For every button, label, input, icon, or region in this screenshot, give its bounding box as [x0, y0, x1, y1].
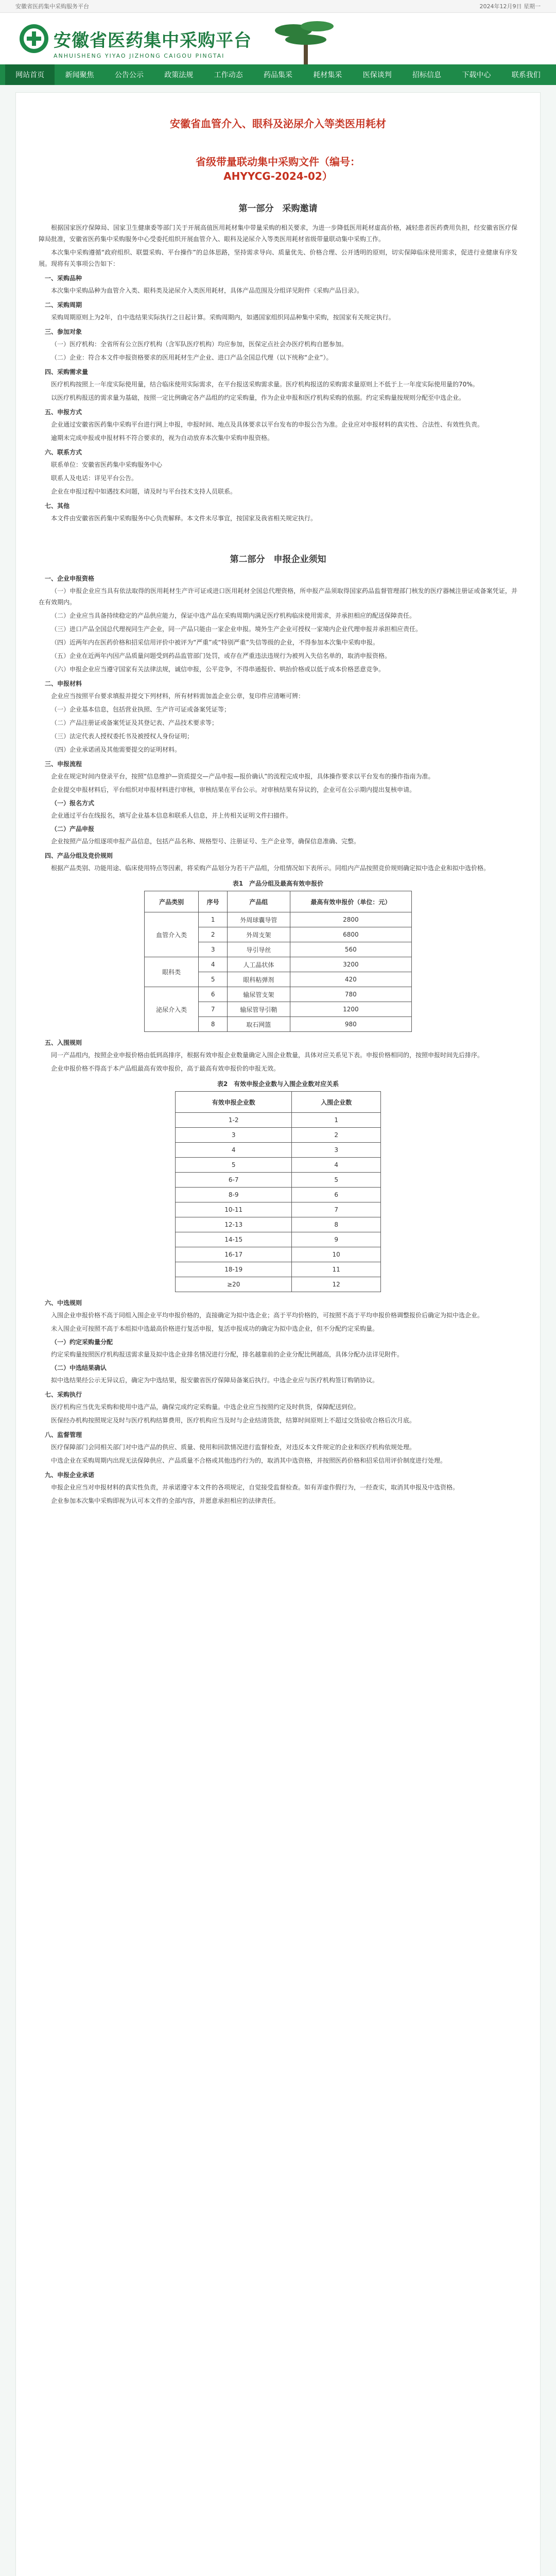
doc-number: AHYYCG-2024-02）: [223, 170, 333, 182]
paragraph: 根据产品类别、功能用途、临床使用特点等因素，将采购产品划分为若干产品组，分组情况如下表所示。同组内产品按照竞价规则确定拟中选企业和拟中选价格。: [51, 865, 490, 872]
part-1-body: [39, 222, 517, 524]
paragraph: 中选企业在采购周期内出现无法保障供应、产品质量不合格或其他违约行为的，取消其中选资格，并按照医药价格和招采信用评价制度进行处理。: [51, 1457, 447, 1464]
table-cell: 7: [199, 1002, 228, 1017]
table-header-cell: 序号: [199, 891, 228, 912]
product-group-table: [144, 891, 412, 1032]
paragraph: 企业应当按照平台要求填报并提交下列材料，所有材料需加盖企业公章，复印件应清晰可辨：: [51, 692, 305, 700]
section-heading: 四、采购需求量: [45, 368, 89, 376]
part-2-body: [39, 573, 517, 874]
section-heading: （二）产品申报: [51, 825, 95, 833]
paragraph: 医疗保障部门会同相关部门对中选产品的供应、质量、使用和回款情况进行监督检查，对违反本文件规定的企业和医疗机构依规处理。: [51, 1444, 416, 1451]
paragraph: 以医疗机构报送的需求量为基础，按照一定比例确定各产品组的约定采购量，作为企业申报和医疗机构采购的依据。约定采购量按规则分配至中选企业。: [51, 394, 465, 401]
table-header-cell: 最高有效申报价（单位：元）: [290, 891, 411, 912]
paragraph: 本次集中采购品种为血管介入类、眼科类及泌尿介入类医用耗材，具体产品范围及分组详见附件《采购产品目录》。: [51, 287, 363, 294]
table-cell: 980: [290, 1017, 411, 1032]
brand-name[interactable]: 安徽省医药集中采购平台: [54, 30, 252, 51]
top-bar-site-name: 安徽省医药集中采购服务平台: [15, 3, 89, 10]
nav-item-negotiation[interactable]: 医保谈判: [362, 71, 392, 79]
table-cell: 4: [199, 957, 228, 972]
part-2-body-b: [39, 1037, 517, 1074]
paragraph: 根据国家医疗保障局、国家卫生健康委等部门关于开展高值医用耗材集中带量采购的相关要求，为进一步降低医用耗材虚高价格，减轻患者医药费用负担，经安徽省医疗保障局批准，安徽省医药集中采购服务中心受委托组织开展血管介入、眼科及泌尿介入等类医用耗材省级带量联动集中采购工作。: [39, 224, 517, 243]
table-cell: 人工晶状体: [228, 957, 290, 972]
paragraph: 医疗机构按照上一年度实际使用量，结合临床使用实际需求，在平台报送采购需求量。医疗机构报送的采购需求量原则上不低于上一年度实际使用量的70%。: [51, 381, 479, 388]
table-cell: 取石网篮: [228, 1017, 290, 1032]
table-cell: 2: [292, 1128, 381, 1143]
table-cell: 5: [176, 1158, 292, 1173]
section-heading: （一）约定采购量分配: [51, 1338, 113, 1346]
paragraph: 拟中选结果经公示无异议后，确定为中选结果，报安徽省医疗保障局备案后执行。中选企业应与医疗机构签订购销协议。: [51, 1377, 379, 1384]
table-cell: 2800: [290, 912, 411, 927]
paragraph: （一）医疗机构：全省所有公立医疗机构（含军队医疗机构）均应参加，医保定点社会办医疗机构自愿参加。: [51, 341, 348, 348]
section-heading: 五、申报方式: [45, 409, 82, 416]
paragraph: 本次集中采购遵循“政府组织、联盟采购、平台操作”的总体思路，坚持需求导向、质量优先、价格合理、公开透明的原则，切实保障临床使用需求，促进行业健康有序发展。现将有关事项公告如下：: [39, 249, 517, 267]
table-cell: 420: [290, 972, 411, 987]
table-cell: 12-13: [176, 1217, 292, 1232]
table-row: [176, 1158, 381, 1173]
paragraph: 企业在规定时间内登录平台，按照“信息维护—资质提交—产品申报—报价确认”的流程完成申报，具体操作要求以平台发布的操作指南为准。: [51, 773, 435, 780]
paragraph: （三）法定代表人授权委托书及被授权人身份证明；: [51, 733, 194, 740]
nav-item-notices[interactable]: 公告公示: [114, 71, 144, 79]
table-cell: 6: [199, 987, 228, 1002]
paragraph: 同一产品组内，按照企业申报价格由低到高排序，根据有效申报企业数量确定入围企业数量，具体对应关系见下表。申报价格相同的，按照申报时间先后排序。: [51, 1052, 484, 1059]
paragraph: 约定采购量按照医疗机构报送需求量及拟中选企业排名情况进行分配，排名越靠前的企业分配比例越高，具体分配办法详见附件。: [51, 1351, 404, 1358]
table-row: [176, 1113, 381, 1128]
table-cell: 8: [292, 1217, 381, 1232]
paragraph: 申报企业应当对申报材料的真实性负责，并承诺遵守本文件的各项规定，自觉接受监督检查。如有弄虚作假行为，一经查实，取消其申报及中选资格。: [51, 1484, 459, 1491]
table-1-caption: 表1 产品分组及最高有效申报价: [232, 880, 324, 887]
paragraph: 采购周期原则上为2年，自中选结果实际执行之日起计算。采购周期内，如遇国家组织同品种集中采购，按国家有关规定执行。: [51, 314, 395, 321]
table-row: [176, 1188, 381, 1202]
top-bar-date: 2024年12月9日 星期一: [479, 3, 541, 10]
table-cell: 血管介入类: [145, 912, 199, 957]
table-row: [145, 987, 412, 1002]
nav-item-contact[interactable]: 联系我们: [511, 71, 541, 79]
paragraph: 未入围企业可按照不高于本组拟中选最高价格进行复活申报，复活申报成功的确定为拟中选企业，但不分配约定采购量。: [51, 1325, 379, 1332]
table-cell: 泌尿介入类: [145, 987, 199, 1032]
table-cell: 8: [199, 1017, 228, 1032]
table-cell: 导引导丝: [228, 942, 290, 957]
table-header-cell: 产品组: [228, 891, 290, 912]
table-cell: ≥20: [176, 1277, 292, 1292]
section-heading: 七、采购执行: [45, 1391, 82, 1398]
table-cell: 18-19: [176, 1262, 292, 1277]
table-cell: 560: [290, 942, 411, 957]
paragraph: （六）申报企业应当遵守国家有关法律法规，诚信申报，公平竞争，不得串通报价、哄抬价格或以低于成本价格恶意竞争。: [51, 666, 385, 673]
paragraph: （二）企业应当具备持续稳定的产品供应能力，保证中选产品在采购周期内满足医疗机构临床使用需求，并承担相应的配送保障责任。: [51, 612, 416, 619]
table-row: [176, 1277, 381, 1292]
section-heading: 一、企业申报资格: [45, 575, 95, 582]
table-cell: 3: [292, 1143, 381, 1158]
table-row: [145, 957, 412, 972]
section-heading: 五、入围规则: [45, 1039, 82, 1046]
table-cell: 14-15: [176, 1232, 292, 1247]
table-header-cell: 产品类别: [145, 891, 199, 912]
table-cell: 7: [292, 1202, 381, 1217]
table-cell: 780: [290, 987, 411, 1002]
section-heading: 九、申报企业承诺: [45, 1471, 95, 1479]
table-row: [176, 1217, 381, 1232]
table-cell: 1: [292, 1113, 381, 1128]
table-cell: 输尿管导引鞘: [228, 1002, 290, 1017]
paragraph: 逾期未完成申报或申报材料不符合要求的，视为自动放弃本次集中采购申报资格。: [51, 434, 274, 442]
nav-item-tender[interactable]: 招标信息: [412, 71, 442, 79]
nav-item-consumables[interactable]: 耗材集采: [313, 71, 342, 79]
table-cell: 1200: [290, 1002, 411, 1017]
table-row: [176, 1143, 381, 1158]
table-cell: 11: [292, 1262, 381, 1277]
table-row: [176, 1173, 381, 1188]
table-header-cell: 入围企业数: [292, 1092, 381, 1113]
section-heading: 一、采购品种: [45, 275, 82, 282]
paragraph: 医保经办机构按照规定及时与医疗机构结算费用，医疗机构应当及时与企业结清货款，结算时间原则上不超过交货验收合格后次月底。: [51, 1417, 416, 1424]
section-heading: 七、其他: [45, 502, 70, 510]
main-nav: [0, 64, 556, 85]
table-header-cell: 有效申报企业数: [176, 1092, 292, 1113]
table-cell: 1: [199, 912, 228, 927]
table-row: [176, 1232, 381, 1247]
site-logo-icon[interactable]: [19, 23, 49, 54]
section-heading: （二）中选结果确认: [51, 1364, 107, 1371]
table-row: [145, 912, 412, 927]
paragraph: （一）申报企业应当具有依法取得的医用耗材生产许可证或进口医用耗材全国总代理资格，所申报产品须取得国家药品监督管理部门核发的医疗器械注册证或备案凭证，并在有效期内。: [39, 587, 517, 606]
part-2-body-c: [39, 1297, 517, 1506]
nav-item-drug-procurement[interactable]: 药品集采: [263, 71, 292, 79]
enterprise-count-table: [175, 1091, 381, 1292]
table-cell: 10: [292, 1247, 381, 1262]
table-cell: 3200: [290, 957, 411, 972]
table-cell: 3: [176, 1128, 292, 1143]
nav-item-work[interactable]: 工作动态: [214, 71, 243, 79]
paragraph: 本文件由安徽省医药集中采购服务中心负责解释。本文件未尽事宜，按国家及我省相关规定执行。: [51, 515, 317, 522]
part-2-title: 第二部分 申报企业须知: [230, 554, 326, 565]
section-heading: 三、参加对象: [45, 328, 82, 335]
paragraph: 企业参加本次集中采购即视为认可本文件的全部内容，并愿意承担相应的法律责任。: [51, 1497, 280, 1504]
nav-item-policies[interactable]: 政策法规: [164, 71, 194, 79]
nav-item-downloads[interactable]: 下载中心: [462, 71, 491, 79]
section-heading: 六、联系方式: [45, 449, 82, 456]
table-cell: 4: [176, 1143, 292, 1158]
table-cell: 12: [292, 1277, 381, 1292]
doc-title-line-2: 省级带量联动集中采购文件（编号：: [196, 156, 360, 168]
table-cell: 眼科粘弹剂: [228, 972, 290, 987]
table-cell: 外周支架: [228, 927, 290, 942]
paragraph: （二）企业：符合本文件申报资格要求的医用耗材生产企业、进口产品全国总代理（以下统称“企业”）。: [51, 354, 333, 361]
section-heading: 六、中选规则: [45, 1299, 82, 1307]
paragraph: 医疗机构应当优先采购和使用中选产品，确保完成约定采购量。中选企业应当按照约定及时供货，保障配送到位。: [51, 1403, 360, 1411]
paragraph: 企业通过安徽省医药集中采购平台进行网上申报，申报时间、地点及具体要求以平台发布的申报公告为准。企业应对申报材料的真实性、合法性、有效性负责。: [51, 421, 484, 428]
part-1-title: 第一部分 采购邀请: [238, 204, 318, 214]
paragraph: 企业在申报过程中如遇技术问题，请及时与平台技术支持人员联系。: [51, 488, 237, 495]
table-cell: 5: [199, 972, 228, 987]
table-cell: 6800: [290, 927, 411, 942]
paragraph: （三）进口产品全国总代理视同生产企业，同一产品只能由一家企业申报。境外生产企业可授权一家境内企业代理申报并承担相应责任。: [51, 625, 422, 633]
table-cell: 输尿管支架: [228, 987, 290, 1002]
section-heading: 四、产品分组及竞价规则: [45, 852, 113, 859]
paragraph: 企业提交申报材料后，平台组织对申报材料进行审核，审核结果在平台公示。对审核结果有异议的，企业可在公示期内提出复核申请。: [51, 786, 416, 793]
paragraph: （四）企业承诺函及其他需要提交的证明材料。: [51, 746, 181, 753]
paragraph: （一）企业基本信息，包括营业执照、生产许可证或备案凭证等；: [51, 706, 231, 713]
section-heading: 二、采购周期: [45, 301, 82, 309]
paragraph: 企业申报价格不得高于本产品组最高有效申报价，高于最高有效申报价的申报无效。: [51, 1065, 280, 1072]
table-row: [176, 1247, 381, 1262]
table-cell: 眼科类: [145, 957, 199, 987]
table-2-caption: 表2 有效申报企业数与入围企业数对应关系: [217, 1080, 339, 1088]
table-cell: 9: [292, 1232, 381, 1247]
table-row: [176, 1202, 381, 1217]
section-heading: 三、申报流程: [45, 760, 82, 768]
section-heading: （一）报名方式: [51, 800, 95, 807]
paragraph: 入围企业申报价格不高于同组入围企业平均申报价格的，直接确定为拟中选企业；高于平均价格的，可按照不高于平均申报价格调整报价后确定为拟中选企业。: [51, 1312, 484, 1319]
top-bar: [0, 0, 556, 13]
brand: [54, 26, 252, 59]
table-cell: 1-2: [176, 1113, 292, 1128]
article-page: [15, 92, 541, 2576]
table-cell: 3: [199, 942, 228, 957]
section-heading: 二、申报材料: [45, 680, 82, 687]
table-cell: 6: [292, 1188, 381, 1202]
table-cell: 8-9: [176, 1188, 292, 1202]
nav-item-news[interactable]: 新闻聚焦: [65, 71, 94, 79]
paragraph: 联系人及电话：详见平台公告。: [51, 474, 138, 482]
paragraph: 企业通过平台在线报名，填写企业基本信息和联系人信息，并上传相关证明文件扫描件。: [51, 812, 292, 819]
doc-title-line-1: 安徽省血管介入、眼科及泌尿介入等类医用耗材: [170, 117, 386, 130]
paragraph: （二）产品注册证或备案凭证及其登记表、产品技术要求等；: [51, 719, 218, 726]
table-cell: 5: [292, 1173, 381, 1188]
paragraph: （五）企业在近两年内因产品质量问题受到药品监管部门处罚，或存在严重违法违规行为被列入失信名单的，取消申报资格。: [51, 652, 391, 659]
site-header: [0, 13, 556, 64]
table-cell: 2: [199, 927, 228, 942]
nav-item-home[interactable]: 网站首页: [5, 64, 55, 85]
table-cell: 16-17: [176, 1247, 292, 1262]
paragraph: 联系单位：安徽省医药集中采购服务中心: [51, 461, 163, 468]
section-heading: 八、监督管理: [45, 1431, 82, 1438]
paragraph: （四）近两年内在医药价格和招采信用评价中被评为“严重”或“特别严重”失信等级的企业，不得参加本次集中采购申报。: [51, 639, 379, 646]
brand-name-pinyin: ANHUISHENG YIYAO JIZHONG CAIGOU PINGTAI: [54, 53, 225, 59]
table-row: [176, 1128, 381, 1143]
table-cell: 6-7: [176, 1173, 292, 1188]
table-row: [176, 1262, 381, 1277]
paragraph: 企业按照产品分组逐项申报产品信息，包括产品名称、规格型号、注册证号、生产企业等，确保信息准确、完整。: [51, 838, 360, 845]
table-cell: 10-11: [176, 1202, 292, 1217]
table-cell: 4: [292, 1158, 381, 1173]
table-cell: 外周球囊导管: [228, 912, 290, 927]
pine-tree-icon: [273, 15, 340, 64]
